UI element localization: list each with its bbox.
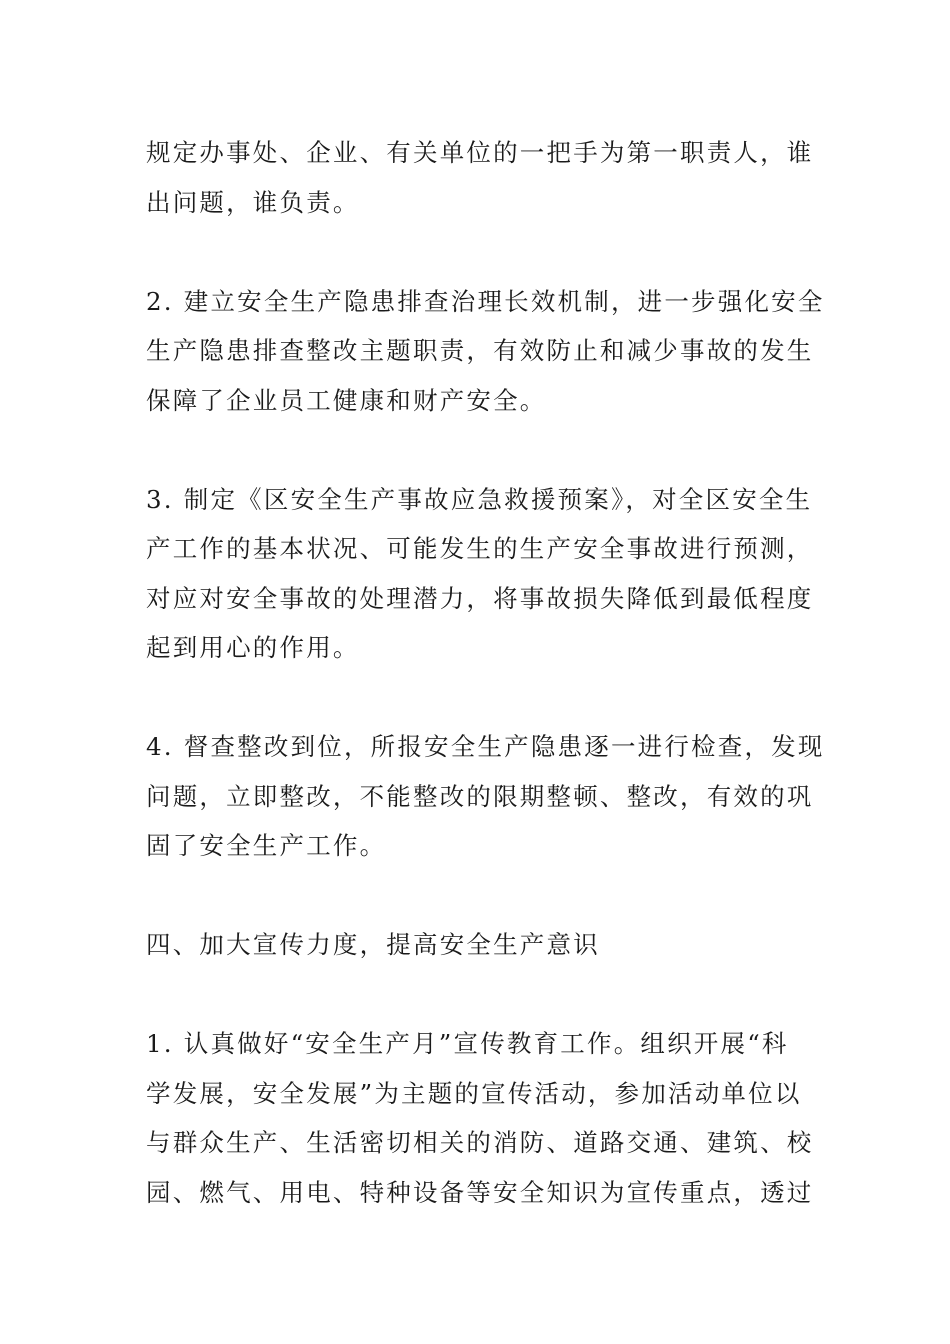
text-line: 问题，立即整改，不能整改的限期整顿、整改，有效的巩	[146, 781, 814, 811]
text-line: 3. 制定《区安全生产事故应急救援预案》，对全区安全生	[146, 484, 813, 514]
text-line: 学发展，安全发展”为主题的宣传活动，参加活动单位以	[146, 1078, 802, 1108]
section-heading-4	[146, 920, 806, 970]
paragraph-item-4	[146, 722, 825, 871]
text-line: 产工作的基本状况、可能发生的生产安全事故进行预测，	[146, 534, 814, 563]
text-line: 规定办事处、企业、有关单位的一把手为第一职责人，谁	[146, 138, 814, 167]
text-line: 起到用心的作用。	[146, 633, 360, 662]
text-line: 固了安全生产工作。	[146, 831, 387, 860]
text-line: 1. 认真做好“安全生产月”宣传教育工作。组织开展“科	[146, 1029, 789, 1058]
text-line: 与群众生产、生活密切相关的消防、道路交通、建筑、校	[146, 1128, 814, 1157]
text-line: 园、燃气、用电、特种设备等安全知识为宣传重点，透过	[146, 1177, 814, 1207]
text-line: 保障了企业员工健康和财产安全。	[146, 385, 547, 415]
document-body	[146, 128, 825, 1217]
text-line: 对应对安全事故的处理潜力，将事故损失降低到最低程度	[146, 583, 814, 613]
text-line: 2. 建立安全生产隐患排查治理长效机制，进一步强化安全	[146, 286, 825, 316]
text-line: 4. 督查整改到位，所报安全生产隐患逐一进行检查，发现	[146, 732, 825, 761]
paragraph-section-4-item-1	[146, 1019, 814, 1217]
paragraph-item-3	[146, 475, 814, 673]
text-line: 出问题，谁负责。	[146, 187, 360, 217]
paragraph-item-2	[146, 277, 825, 426]
paragraph-responsibility	[146, 128, 814, 227]
text-line: 生产隐患排查整改主题职责，有效防止和减少事故的发生	[146, 336, 814, 365]
heading-line: 四、加大宣传力度，提高安全生产意识	[146, 930, 600, 959]
